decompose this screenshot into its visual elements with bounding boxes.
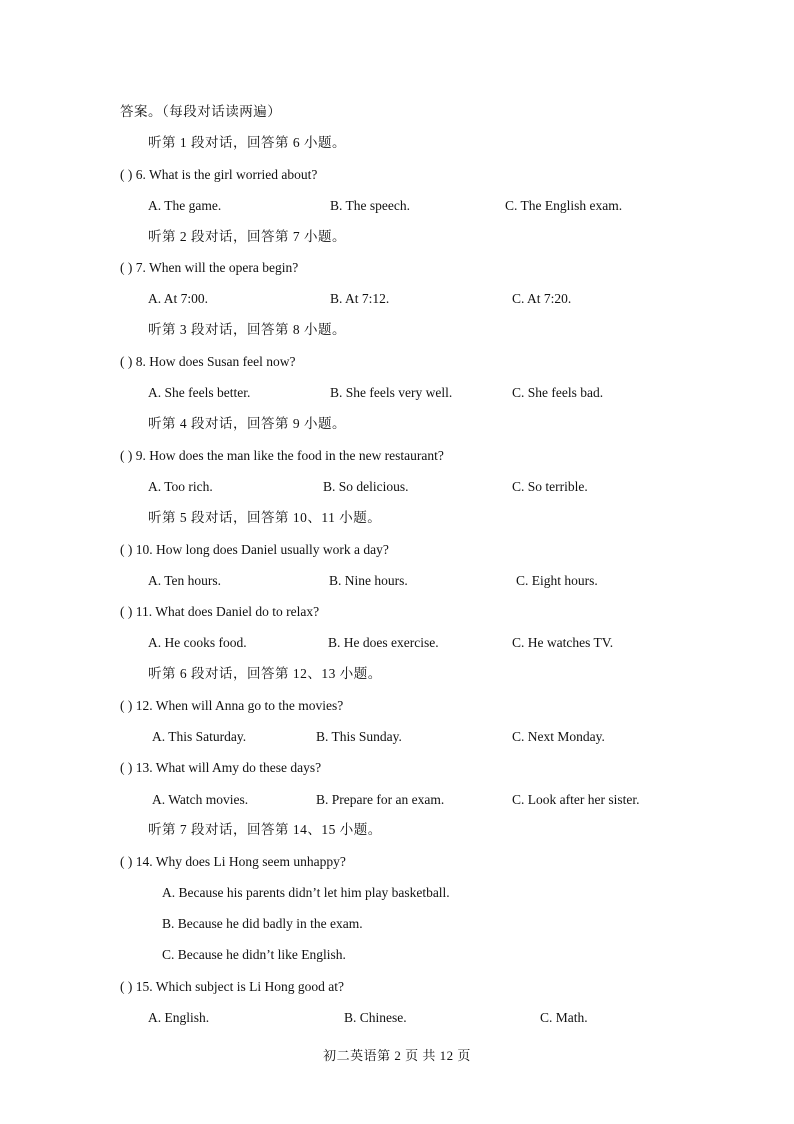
option-b: B. So delicious. (323, 479, 409, 494)
option-c: C. So terrible. (512, 479, 588, 494)
option-b: B. Because he did badly in the exam. (162, 916, 363, 931)
question-stem: ( ) 10. How long does Daniel usually work a day? (120, 542, 389, 557)
option-c: C. Eight hours. (516, 573, 598, 588)
section-instruction: 听第 6 段对话，回答第 12、13 小题。 (148, 666, 382, 681)
section-instruction: 听第 5 段对话，回答第 10、11 小题。 (148, 510, 382, 525)
option-b: B. She feels very well. (330, 385, 453, 400)
option-b: B. Nine hours. (329, 573, 408, 588)
question-stem: ( ) 14. Why does Li Hong seem unhappy? (120, 854, 346, 869)
section-instruction: 听第 4 段对话，回答第 9 小题。 (148, 416, 346, 431)
section-instruction: 听第 1 段对话，回答第 6 小题。 (148, 135, 346, 150)
question-stem: ( ) 8. How does Susan feel now? (120, 354, 296, 369)
option-c: C. The English exam. (505, 198, 623, 213)
question-stem: ( ) 12. When will Anna go to the movies? (120, 698, 344, 713)
option-b: B. Prepare for an exam. (316, 792, 445, 807)
option-c: C. She feels bad. (512, 385, 604, 400)
option-a: A. Watch movies. (152, 792, 249, 807)
option-a: A. English. (148, 1010, 210, 1025)
option-a: A. He cooks food. (148, 635, 247, 650)
option-c: C. He watches TV. (512, 635, 614, 650)
option-c: C. Because he didn’t like English. (162, 947, 346, 962)
question-stem: ( ) 9. How does the man like the food in the new restaurant? (120, 448, 444, 463)
question-stem: ( ) 7. When will the opera begin? (120, 260, 299, 275)
question-stem: ( ) 13. What will Amy do these days? (120, 760, 322, 775)
option-b: B. Chinese. (344, 1010, 407, 1025)
option-a: A. This Saturday. (152, 729, 247, 744)
option-a: A. The game. (148, 198, 222, 213)
option-a: A. Ten hours. (148, 573, 222, 588)
option-b: B. The speech. (330, 198, 410, 213)
option-a: A. She feels better. (148, 385, 251, 400)
option-c: C. Next Monday. (512, 729, 605, 744)
option-a: A. Because his parents didn’t let him play basketball. (162, 885, 450, 900)
section-instruction: 听第 3 段对话，回答第 8 小题。 (148, 322, 346, 337)
intro-text: 答案。（每段对话读两遍） (120, 104, 282, 119)
option-c: C. Look after her sister. (512, 792, 640, 807)
section-instruction: 听第 7 段对话，回答第 14、15 小题。 (148, 822, 382, 837)
option-c: C. Math. (540, 1010, 588, 1025)
question-stem: ( ) 15. Which subject is Li Hong good at? (120, 979, 344, 994)
option-b: B. This Sunday. (316, 729, 402, 744)
option-b: B. He does exercise. (328, 635, 439, 650)
option-a: A. Too rich. (148, 479, 213, 494)
section-instruction: 听第 2 段对话，回答第 7 小题。 (148, 229, 346, 244)
page-footer: 初二英语第 2 页 共 12 页 (323, 1048, 471, 1063)
question-stem: ( ) 11. What does Daniel do to relax? (120, 604, 320, 619)
option-a: A. At 7:00. (148, 291, 209, 306)
question-stem: ( ) 6. What is the girl worried about? (120, 167, 318, 182)
option-c: C. At 7:20. (512, 291, 572, 306)
option-b: B. At 7:12. (330, 291, 390, 306)
